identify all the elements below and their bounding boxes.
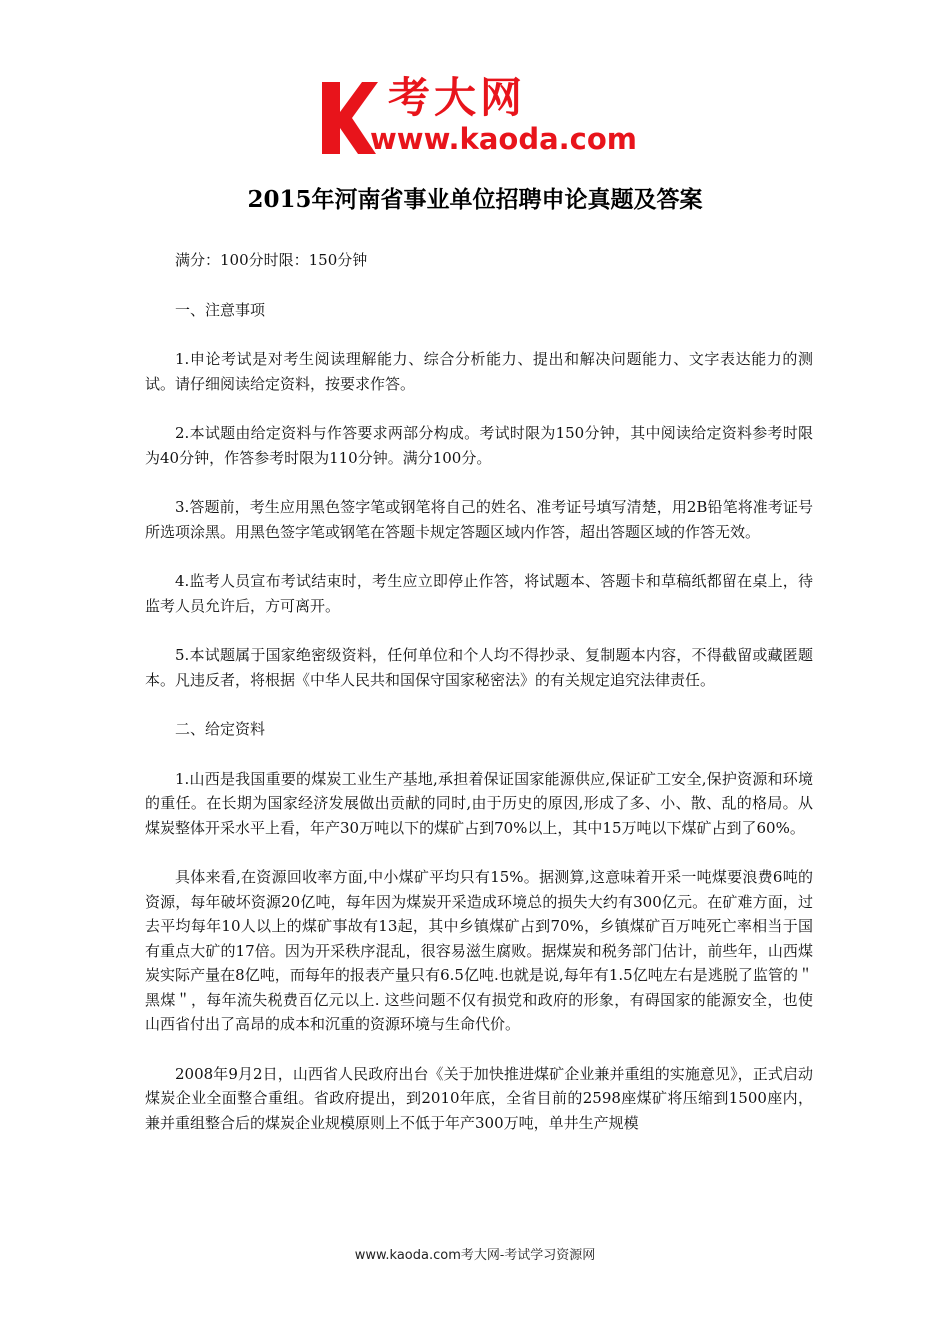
material-paragraph-3: 2008年9月2日，山西省人民政府出台《关于加快推进煤矿企业兼并重组的实施意见》，正式启动煤炭企业全面整合重组。省政府提出，到2010年底，全省目前的2598座煤矿将压缩到1500座内，兼并重组整合后的煤炭企业规模原则上不低于年产300万吨，单井生产规模 xyxy=(145,1064,813,1132)
kaoda-logo xyxy=(318,73,648,158)
note-item-1: 1.申论考试是对考生阅读理解能力、综合分析能力、提出和解决问题能力、文字表达能力的测试。请仔细阅读给定资料，按要求作答。 xyxy=(145,350,813,393)
note-item-2: 2.本试题由给定资料与作答要求两部分构成。考试时限为150分钟，其中阅读给定资料参考时限为40分钟，作答参考时限为110分钟。满分100分。 xyxy=(145,424,813,467)
footer-url[interactable]: www.kaoda.com xyxy=(354,1248,461,1263)
logo-chinese-text: 考大网 xyxy=(388,73,527,122)
document-title: 2015年河南省事业单位招聘申论真题及答案 xyxy=(247,186,703,213)
material-paragraph-1: 1.山西是我国重要的煤炭工业生产基地,承担着保证国家能源供应,保证矿工安全,保护资源和环境的重任。在长期为国家经济发展做出贡献的同时,由于历史的原因,形成了多、小、散、乱的格局。从煤炭整体开采水平上看，年产30万吨以下的煤矿占到70%以上，其中15万吨以下煤矿占到了60%。 xyxy=(145,769,813,837)
logo-url-text: www.kaoda.com xyxy=(370,122,637,156)
section-heading-materials: 二、给定资料 xyxy=(175,720,266,738)
document-body xyxy=(145,248,813,1160)
note-item-5: 5.本试题属于国家绝密级资料，任何单位和个人均不得抄录、复制题本内容，不得截留或藏匿题本。凡违反者，将根据《中华人民共和国保守国家秘密法》的有关规定追究法律责任。 xyxy=(145,646,813,689)
note-item-3: 3.答题前，考生应用黑色签字笔或钢笔将自己的姓名、准考证号填写清楚，用2B铅笔将准考证号所选项涂黑。用黑色签字笔或钢笔在答题卡规定答题区域内作答，超出答题区域的作答无效。 xyxy=(145,498,813,541)
material-paragraph-2: 具体来看,在资源回收率方面,中小煤矿平均只有15%。据测算,这意味着开采一吨煤要浪费6吨的资源，每年破坏资源20亿吨，每年因为煤炭开采造成环境总的损失大约有300亿元。在矿难方面，过去平均每年10人以上的煤矿事故有13起，其中乡镇煤矿占到70%，乡镇煤矿百万吨死亡率相当于国有重点大矿的17倍。因为开采秩序混乱，很容易滋生腐败。据煤炭和税务部门估计，前些年，山西煤炭实际产量在8亿吨，而每年的报表产量只有6.5亿吨.也就是说,每年有1.5亿吨左右是逃脱了监管的＂黑煤＂，每年流失税费百亿元以上. 这些问题不仅有损党和政府的形象，有碍国家的能源安全，也使山西省付出了高昂的成本和沉重的资源环境与生命代价。 xyxy=(145,868,813,1033)
score-time-limit: 满分：100分时限：150分钟 xyxy=(175,251,368,269)
page-footer xyxy=(0,1246,950,1266)
note-item-4: 4.监考人员宣布考试结束时，考生应立即停止作答，将试题本、答题卡和草稿纸都留在桌上，待监考人员允许后，方可离开。 xyxy=(145,572,813,615)
section-heading-notes: 一、注意事项 xyxy=(175,300,266,319)
footer-text: 考大网-考试学习资源网 xyxy=(460,1248,596,1263)
